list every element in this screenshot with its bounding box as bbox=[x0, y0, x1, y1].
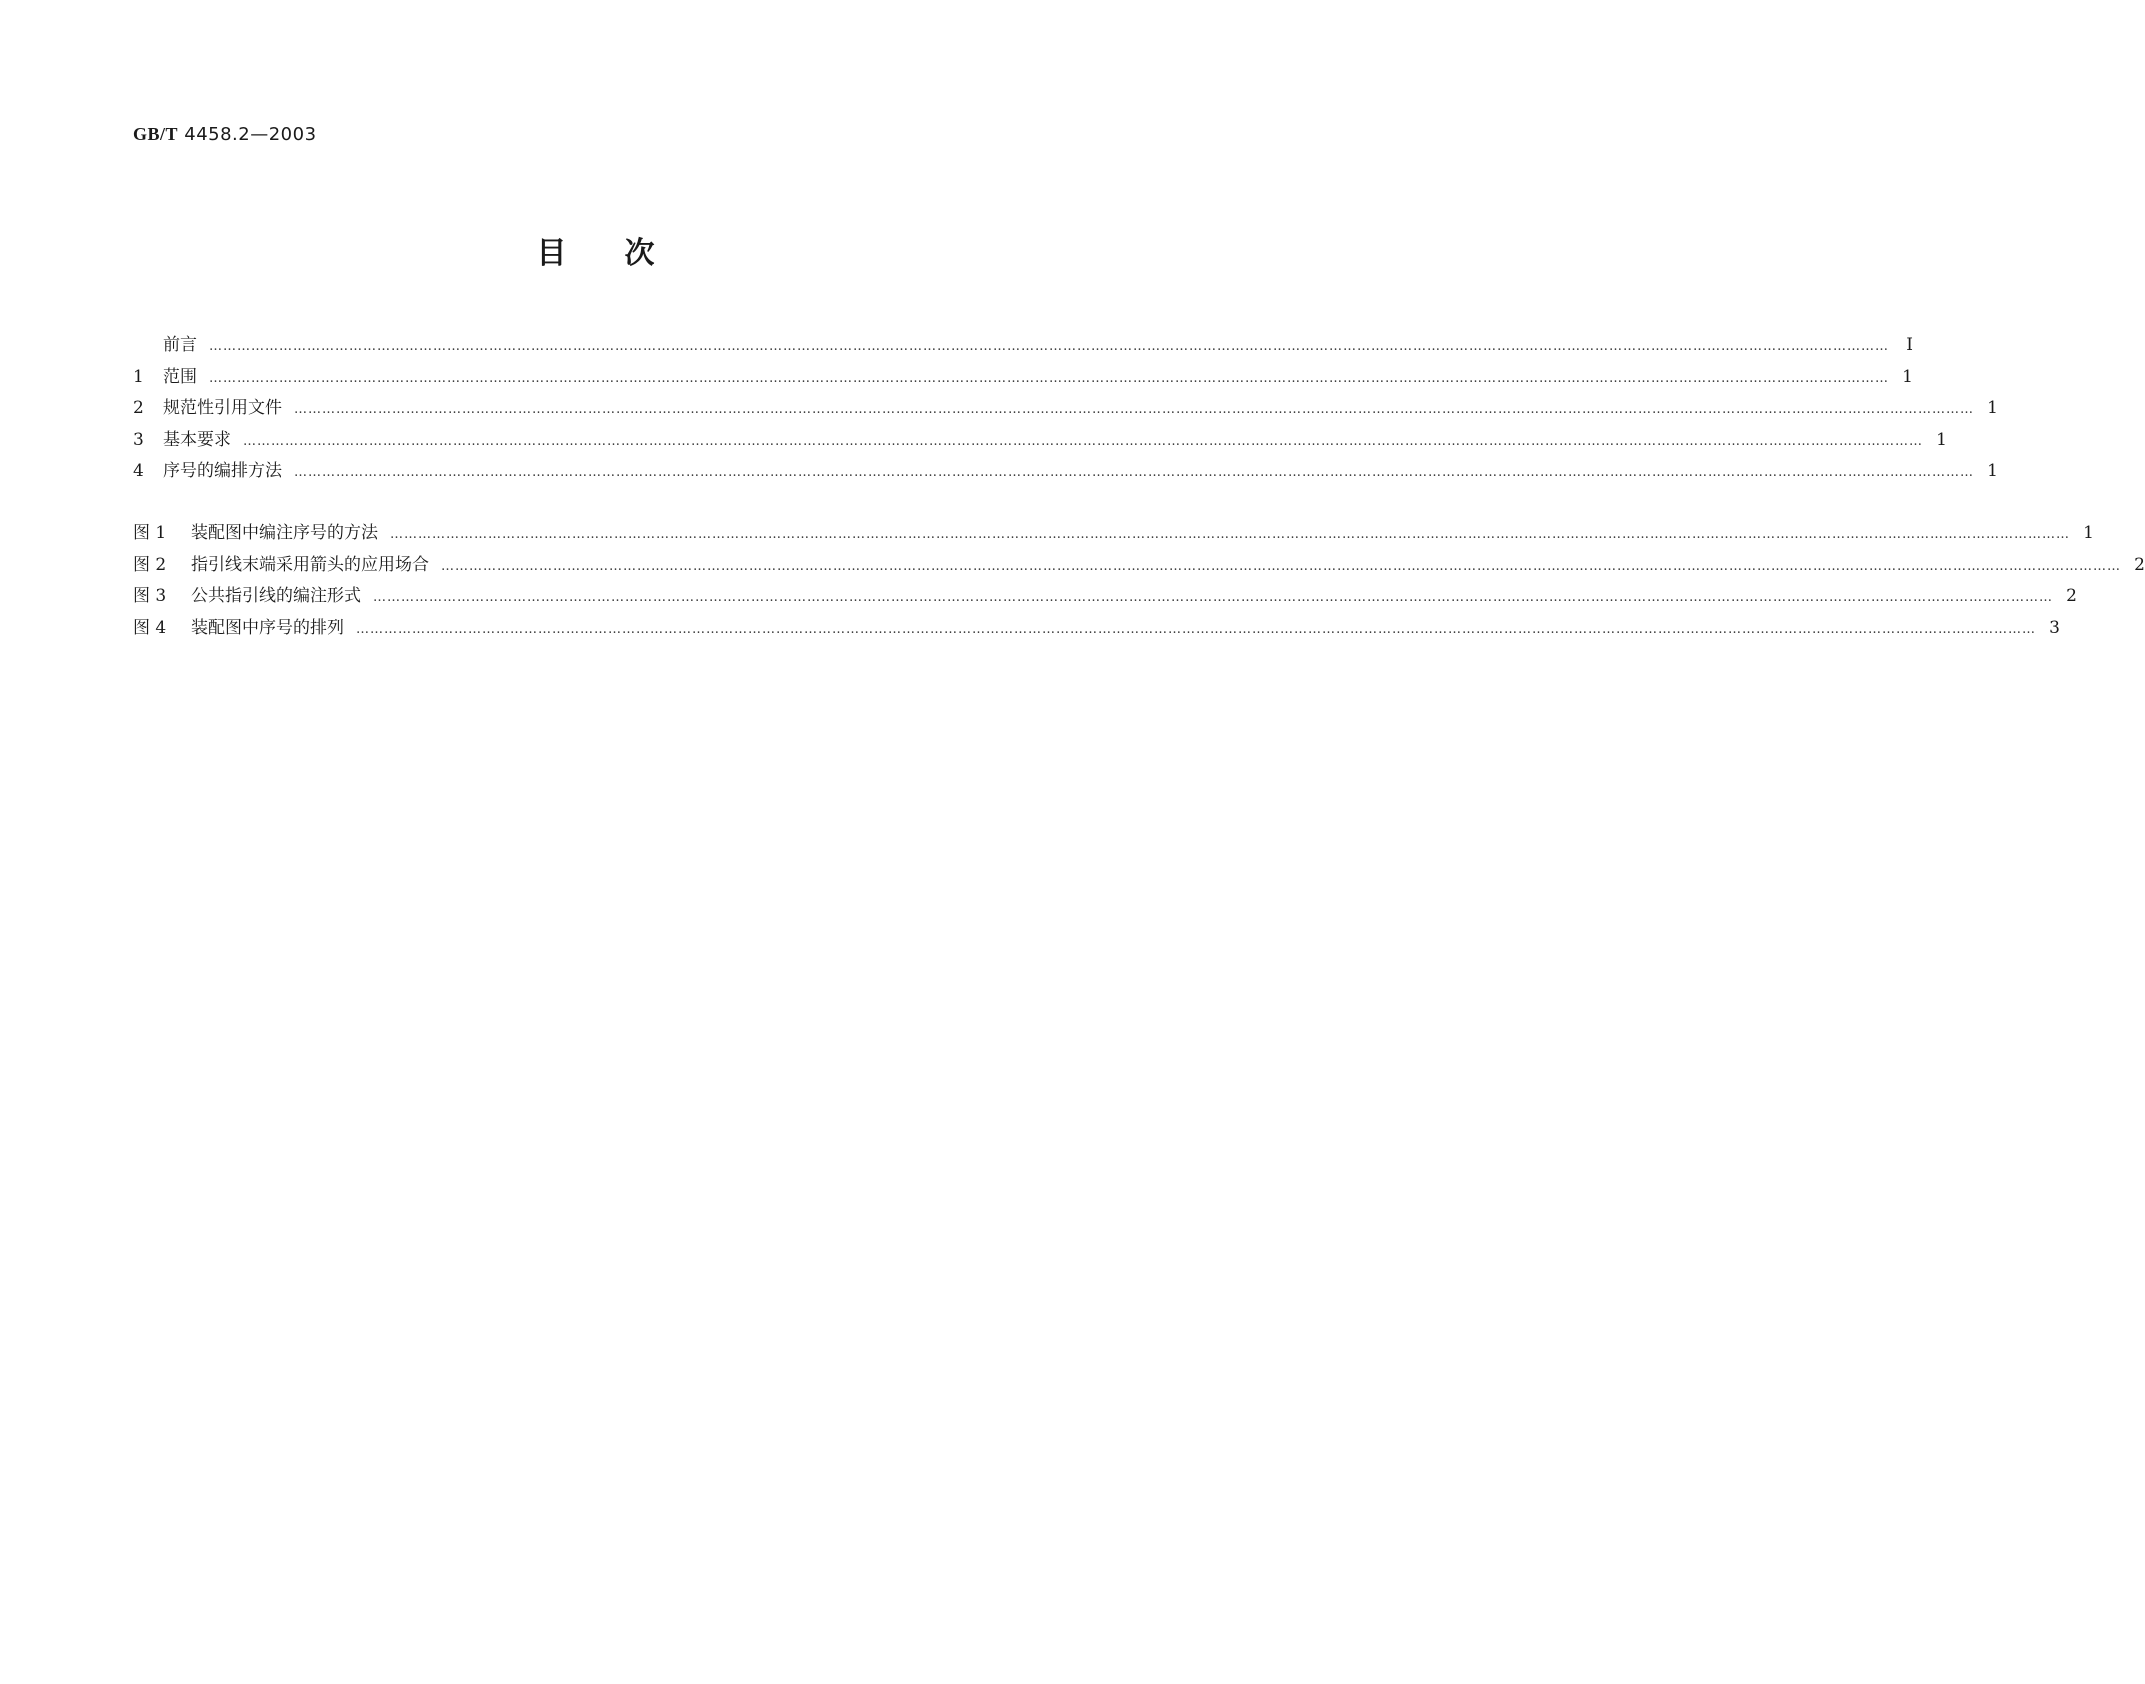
figure-entry-text: 公共指引线的编注形式 bbox=[191, 586, 361, 606]
figure-entry-3[interactable] bbox=[133, 581, 2077, 613]
dot-leader: ……………………………………………………………………………………………………………………………………………………………………………………………………………………………………………………………………………………………………………………………… bbox=[243, 433, 1923, 449]
dot-leader: ……………………………………………………………………………………………………………………………………………………………………………………………………………………………………………………………………………………………………………………………… bbox=[209, 370, 1889, 386]
figure-entry-4[interactable] bbox=[133, 613, 2060, 645]
standard-number: 4458.2—2003 bbox=[184, 124, 317, 145]
toc-entry-basic-requirements[interactable] bbox=[133, 425, 1947, 457]
figure-entry-page: 1 bbox=[2083, 523, 2094, 543]
toc-entry-page: 1 bbox=[1902, 366, 1913, 387]
figure-entry-label bbox=[133, 518, 378, 550]
toc-entry-label bbox=[133, 456, 282, 488]
dot-leader: ……………………………………………………………………………………………………………………………………………………………………………………………………………………………………………………………………………………………………………………………… bbox=[356, 621, 2036, 637]
document-header bbox=[133, 124, 317, 145]
figure-entry-number: 图 2 bbox=[133, 554, 167, 575]
toc-entry-page: 1 bbox=[1936, 429, 1947, 450]
toc-entry-number: 3 bbox=[133, 429, 144, 450]
toc-entry-text: 基本要求 bbox=[163, 429, 231, 450]
toc-entry-page: 1 bbox=[1987, 398, 1998, 418]
figure-entry-number: 图 4 bbox=[133, 617, 167, 638]
toc-entry-label bbox=[133, 425, 231, 457]
figure-entry-label bbox=[133, 581, 361, 613]
figure-entry-label bbox=[133, 613, 344, 645]
toc-entry-scope[interactable] bbox=[133, 362, 1913, 394]
toc-entry-page: I bbox=[1906, 335, 1913, 355]
toc-entry-foreword[interactable] bbox=[133, 330, 1913, 362]
toc-entry-normative-references[interactable] bbox=[133, 393, 1998, 425]
figure-entry-number: 图 1 bbox=[133, 523, 167, 543]
toc-entry-number: 2 bbox=[133, 398, 144, 418]
toc-entry-number: 4 bbox=[133, 461, 144, 481]
toc-entry-text: 前言 bbox=[163, 335, 197, 355]
toc-entry-text: 规范性引用文件 bbox=[163, 398, 282, 418]
figure-entry-text: 装配图中序号的排列 bbox=[191, 617, 344, 638]
figure-entry-1[interactable] bbox=[133, 518, 2094, 550]
figure-entry-page: 2 bbox=[2066, 586, 2077, 606]
figure-entry-text: 装配图中编注序号的方法 bbox=[191, 523, 378, 543]
toc-entry-label bbox=[133, 330, 197, 362]
figure-entry-text: 指引线末端采用箭头的应用场合 bbox=[191, 554, 429, 575]
toc-entry-page: 1 bbox=[1987, 461, 1998, 481]
dot-leader: ……………………………………………………………………………………………………………………………………………………………………………………………………………………………………………………………………………………………………………………………… bbox=[294, 465, 1974, 480]
toc-entry-numbering-method[interactable] bbox=[133, 456, 1998, 488]
toc-entry-label bbox=[133, 393, 282, 425]
dot-leader: ……………………………………………………………………………………………………………………………………………………………………………………………………………………………………………………………………………………………………………………………… bbox=[390, 527, 2070, 542]
toc-sections bbox=[133, 330, 1998, 488]
figure-entry-page: 2 bbox=[2134, 554, 2145, 575]
dot-leader: ……………………………………………………………………………………………………………………………………………………………………………………………………………………………………………………………………………………………………………………………… bbox=[373, 590, 2053, 605]
figure-entry-page: 3 bbox=[2049, 617, 2060, 638]
dot-leader: ……………………………………………………………………………………………………………………………………………………………………………………………………………………………………………………………………………………………………………………………… bbox=[294, 402, 1974, 417]
toc-entry-text: 序号的编排方法 bbox=[163, 461, 282, 481]
toc-entry-number: 1 bbox=[133, 366, 144, 387]
figure-entry-number: 图 3 bbox=[133, 586, 167, 606]
figure-entry-2[interactable] bbox=[133, 550, 2145, 582]
standard-code: GB/T bbox=[133, 124, 179, 144]
page-title: 目次 bbox=[536, 236, 713, 271]
toc-figures bbox=[133, 518, 2145, 644]
figure-entry-label bbox=[133, 550, 429, 582]
dot-leader: ……………………………………………………………………………………………………………………………………………………………………………………………………………………………………………………………………………………………………………………………… bbox=[209, 339, 1889, 354]
toc-entry-label bbox=[133, 362, 197, 394]
toc-entry-text: 范围 bbox=[163, 366, 197, 387]
dot-leader: ……………………………………………………………………………………………………………………………………………………………………………………………………………………………………………………………………………………………………………………………… bbox=[441, 558, 2121, 574]
